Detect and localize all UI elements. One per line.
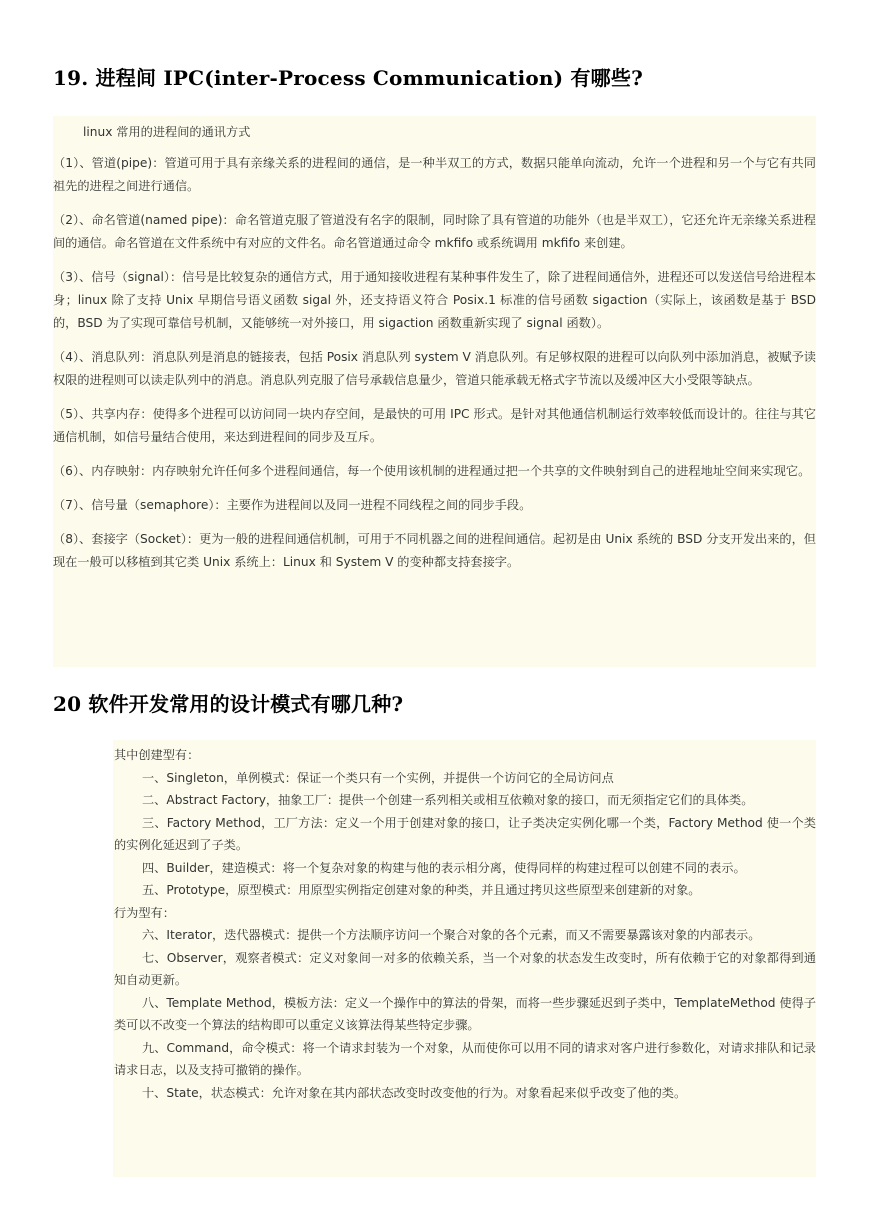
- section-20-heading: 20 软件开发常用的设计模式有哪几种?: [53, 692, 404, 716]
- pattern-factory-method: 三、Factory Method，工厂方法：定义一个用于创建对象的接口，让子类决定实例化哪一个类，Factory Method 使一个类的实例化延迟到了子类。: [114, 815, 816, 852]
- pattern-command: 九、Command，命令模式：将一个请求封装为一个对象，从而使你可以用不同的请求对客户进行参数化，对请求排队和记录请求日志，以及支持可撤销的操作。: [114, 1040, 816, 1077]
- ipc-item-signal: （3）、信号（signal）：信号是比较复杂的通信方式，用于通知接收进程有某种事件发生了，除了进程间通信外，进程还可以发送信号给进程本身；linux 除了支持 Unix 早期信号语义函数 sigal 外，还支持语义符合 Posix.1 标准的信号函数 sigaction（实际上，该函数是基于 BSD 的，BSD 为了实现可靠信号机制，又能够统一对外接口，用 sigaction 函数重新实现了 signal 函数）。: [53, 270, 816, 330]
- section-19-content-box: [53, 116, 816, 667]
- pattern-observer: 七、Observer，观察者模式：定义对象间一对多的依赖关系，当一个对象的状态发生改变时，所有依赖于它的对象都得到通知自动更新。: [114, 950, 816, 987]
- pattern-abstract-factory: 二、Abstract Factory，抽象工厂：提供一个创建一系列相关或相互依赖对象的接口，而无须指定它们的具体类。: [142, 793, 754, 807]
- section-19-intro: linux 常用的进程间的通讯方式: [83, 125, 251, 139]
- pattern-iterator: 六、Iterator，迭代器模式：提供一个方法顺序访问一个聚合对象的各个元素，而又不需要暴露该对象的内部表示。: [142, 928, 761, 942]
- ipc-item-message-queue: （4）、消息队列：消息队列是消息的链接表，包括 Posix 消息队列 system V 消息队列。有足够权限的进程可以向队列中添加消息，被赋予读权限的进程则可以读走队列中的消息。消息队列克服了信号承载信息量少，管道只能承载无格式字节流以及缓冲区大小受限等缺点。: [53, 350, 816, 387]
- section-19-heading: 19. 进程间 IPC(inter-Process Communication) 有哪些?: [53, 66, 643, 90]
- pattern-singleton: 一、Singleton，单例模式：保证一个类只有一个实例，并提供一个访问它的全局访问点: [142, 770, 614, 785]
- pattern-builder: 四、Builder，建造模式：将一个复杂对象的构建与他的表示相分离，使得同样的构建过程可以创建不同的表示。: [142, 860, 746, 875]
- ipc-item-socket: （8）、套接字（Socket）：更为一般的进程间通信机制，可用于不同机器之间的进程间通信。起初是由 Unix 系统的 BSD 分支开发出来的，但现在一般可以移植到其它类 Unix 系统上：Linux 和 System V 的变种都支持套接字。: [53, 532, 816, 569]
- behavioral-label: 行为型有：: [114, 905, 175, 920]
- pattern-prototype: 五、Prototype，原型模式：用原型实例指定创建对象的种类，并且通过拷贝这些原型来创建新的对象。: [142, 883, 701, 897]
- ipc-item-memory-map: （6）、内存映射：内存映射允许任何多个进程间通信，每一个使用该机制的进程通过把一个共享的文件映射到自己的进程地址空间来实现它。: [53, 464, 811, 478]
- ipc-item-semaphore: （7）、信号量（semaphore）：主要作为进程间以及同一进程不同线程之间的同步手段。: [53, 498, 532, 512]
- section-20-content-box: [113, 740, 816, 1177]
- ipc-item-named-pipe: （2）、命名管道(named pipe)：命名管道克服了管道没有名字的限制，同时除了具有管道的功能外（也是半双工），它还允许无亲缘关系进程间的通信。命名管道在文件系统中有对应的文件名。命名管道通过命令 mkfifo 或系统调用 mkfifo 来创建。: [53, 213, 816, 250]
- ipc-item-shared-memory: （5）、共享内存：使得多个进程可以访问同一块内存空间，是最快的可用 IPC 形式。是针对其他通信机制运行效率较低而设计的。往往与其它通信机制，如信号量结合使用，来达到进程间的同步及互斥。: [53, 407, 816, 444]
- ipc-item-pipe: （1）、管道(pipe)：管道可用于具有亲缘关系的进程间的通信，是一种半双工的方式，数据只能单向流动，允许一个进程和另一个与它有共同祖先的进程之间进行通信。: [53, 156, 816, 193]
- pattern-template-method: 八、Template Method，模板方法：定义一个操作中的算法的骨架，而将一些步骤延迟到子类中，TemplateMethod 使得子类可以不改变一个算法的结构即可以重定义该算法得某些特定步骤。: [114, 995, 816, 1032]
- pattern-state: 十、State，状态模式：允许对象在其内部状态改变时改变他的行为。对象看起来似乎改变了他的类。: [142, 1085, 687, 1100]
- creational-label: 其中创建型有：: [114, 748, 200, 762]
